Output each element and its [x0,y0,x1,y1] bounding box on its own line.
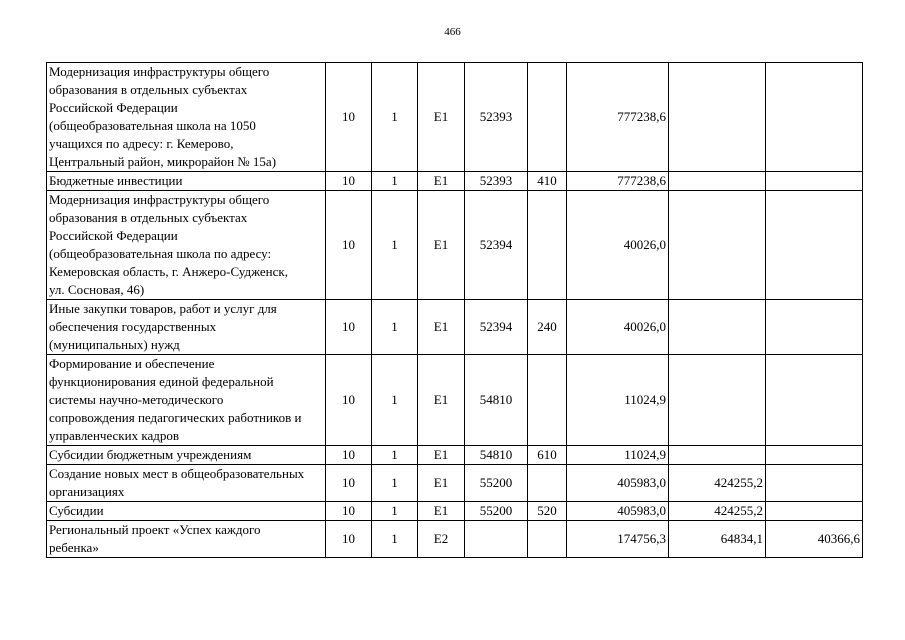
page-number: 466 [444,26,461,38]
expense-type-cell [528,191,567,300]
amount-year2-cell [669,355,766,446]
row-name-cell [47,502,326,521]
row-name-line: Иные закупки товаров, работ и услуг для [49,301,277,316]
target-article-cell: 54810 [465,446,528,465]
row-name-line: Модернизация инфраструктуры общего [49,192,270,207]
target-article-cell: 52394 [465,191,528,300]
amount-year2-cell: 424255,2 [669,465,766,502]
amount-year2-cell [669,191,766,300]
section-code-cell: 10 [326,465,372,502]
table-row [47,502,863,521]
section-code-cell: 10 [326,355,372,446]
row-name-line: учащихся по адресу: г. Кемерово, [49,136,234,151]
row-name-line: образования в отдельных субъектах [49,210,248,225]
row-name-line: функционирования единой федеральной [49,374,274,389]
row-name-line: (муниципальных) нужд [49,337,180,352]
amount-year3-cell [766,300,863,355]
amount-year1-cell: 174756,3 [567,521,669,558]
row-name-cell [47,446,326,465]
subsection-code-cell: 1 [372,521,418,558]
amount-year3-cell: 40366,6 [766,521,863,558]
subsection-code-cell: 1 [372,300,418,355]
amount-year2-cell [669,446,766,465]
program-code-cell: E1 [418,63,465,172]
row-name-line: Кемеровская область, г. Анжеро-Судженск, [49,264,288,279]
row-name-line: (общеобразовательная школа на 1050 [49,118,256,133]
budget-table [46,62,863,558]
row-name-cell [47,63,326,172]
table-row [47,191,863,300]
subsection-code-cell: 1 [372,172,418,191]
target-article-cell: 52393 [465,172,528,191]
subsection-code-cell: 1 [372,355,418,446]
target-article-cell: 54810 [465,355,528,446]
row-name-line: Создание новых мест в общеобразовательных [49,466,305,481]
amount-year1-cell: 405983,0 [567,502,669,521]
row-name-line: ребенка» [49,540,99,555]
row-name-line: ул. Сосновая, 46) [49,282,145,297]
subsection-code-cell: 1 [372,191,418,300]
section-code-cell: 10 [326,63,372,172]
row-name-line: (общеобразовательная школа по адресу: [49,246,272,261]
program-code-cell: E1 [418,355,465,446]
table-row [47,63,863,172]
amount-year1-cell: 405983,0 [567,465,669,502]
section-code-cell: 10 [326,502,372,521]
amount-year1-cell: 777238,6 [567,172,669,191]
program-code-cell: E1 [418,465,465,502]
row-name-line: Субсидии бюджетным учреждениям [49,447,252,462]
expense-type-cell: 410 [528,172,567,191]
row-name-cell [47,172,326,191]
expense-type-cell: 610 [528,446,567,465]
row-name-line: Региональный проект «Успех каждого [49,522,261,537]
program-code-cell: E1 [418,172,465,191]
row-name-cell [47,191,326,300]
row-name-line: сопровождения педагогических работников и [49,410,302,425]
amount-year3-cell [766,465,863,502]
expense-type-cell [528,465,567,502]
program-code-cell: E1 [418,300,465,355]
section-code-cell: 10 [326,446,372,465]
program-code-cell: E1 [418,502,465,521]
row-name-line: организациях [49,484,125,499]
table-row [47,355,863,446]
row-name-line: Бюджетные инвестиции [49,173,183,188]
amount-year3-cell [766,355,863,446]
expense-type-cell [528,355,567,446]
table-row [47,172,863,191]
expense-type-cell [528,63,567,172]
table-row [47,446,863,465]
amount-year3-cell [766,172,863,191]
row-name-line: Субсидии [49,503,104,518]
row-name-line: Центральный район, микрорайон № 15а) [49,154,277,169]
amount-year2-cell: 424255,2 [669,502,766,521]
section-code-cell: 10 [326,191,372,300]
target-article-cell: 55200 [465,502,528,521]
amount-year2-cell [669,300,766,355]
row-name-line: Модернизация инфраструктуры общего [49,64,270,79]
section-code-cell: 10 [326,521,372,558]
row-name-line: Российской Федерации [49,100,178,115]
row-name-line: управленческих кадров [49,428,179,443]
section-code-cell: 10 [326,172,372,191]
section-code-cell: 10 [326,300,372,355]
amount-year3-cell [766,502,863,521]
row-name-cell [47,300,326,355]
program-code-cell: E1 [418,446,465,465]
target-article-cell: 52394 [465,300,528,355]
target-article-cell [465,521,528,558]
amount-year3-cell [766,191,863,300]
amount-year1-cell: 40026,0 [567,191,669,300]
row-name-cell [47,465,326,502]
row-name-cell [47,521,326,558]
subsection-code-cell: 1 [372,63,418,172]
program-code-cell: E1 [418,191,465,300]
amount-year1-cell: 11024,9 [567,355,669,446]
target-article-cell: 55200 [465,465,528,502]
amount-year1-cell: 11024,9 [567,446,669,465]
row-name-line: Формирование и обеспечение [49,356,215,371]
amount-year3-cell [766,63,863,172]
table-row [47,465,863,502]
amount-year3-cell [766,446,863,465]
row-name-line: системы научно-методического [49,392,224,407]
amount-year2-cell [669,172,766,191]
table-row [47,300,863,355]
row-name-line: Российской Федерации [49,228,178,243]
subsection-code-cell: 1 [372,446,418,465]
expense-type-cell: 520 [528,502,567,521]
expense-type-cell: 240 [528,300,567,355]
table-row [47,521,863,558]
amount-year1-cell: 777238,6 [567,63,669,172]
expense-type-cell [528,521,567,558]
row-name-cell [47,355,326,446]
amount-year2-cell: 64834,1 [669,521,766,558]
amount-year2-cell [669,63,766,172]
amount-year1-cell: 40026,0 [567,300,669,355]
program-code-cell: E2 [418,521,465,558]
subsection-code-cell: 1 [372,465,418,502]
row-name-line: образования в отдельных субъектах [49,82,248,97]
subsection-code-cell: 1 [372,502,418,521]
row-name-line: обеспечения государственных [49,319,217,334]
target-article-cell: 52393 [465,63,528,172]
